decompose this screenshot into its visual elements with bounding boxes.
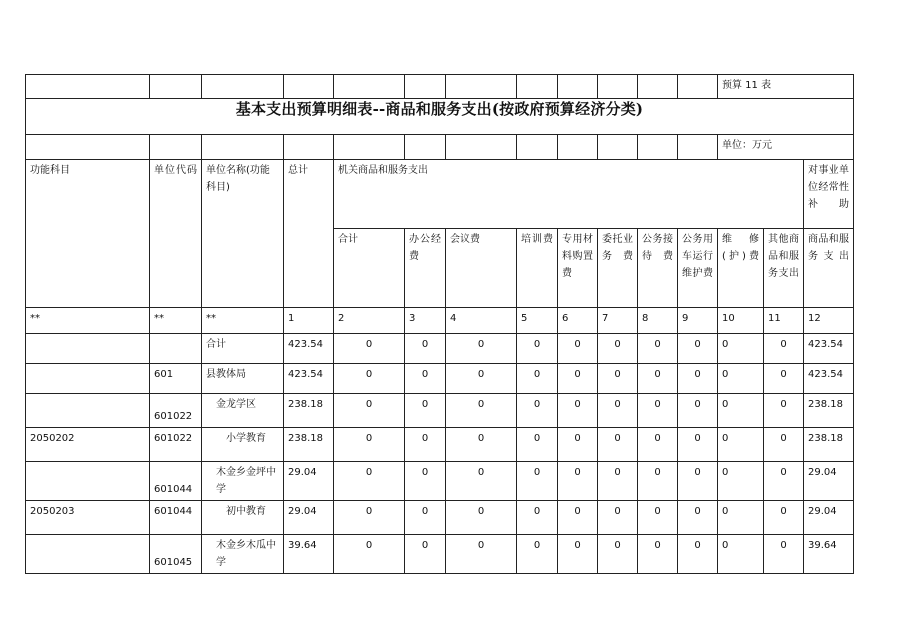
index-row <box>26 308 854 334</box>
cell-value: 0 <box>678 462 718 501</box>
cell-value: 0 <box>764 364 804 394</box>
cell-goods: 423.54 <box>804 334 854 364</box>
cell-value: 0 <box>405 535 446 574</box>
cell-value: 0 <box>405 334 446 364</box>
index-cell: 6 <box>558 308 598 334</box>
cell-name: 木金乡金坪中学 <box>202 462 284 501</box>
cell-name: 木金乡木瓜中学 <box>202 535 284 574</box>
cell-goods: 238.18 <box>804 428 854 462</box>
header-sub: 合计 <box>334 229 405 308</box>
index-cell: 11 <box>764 308 804 334</box>
cell-value: 0 <box>598 462 638 501</box>
header-sub: 会议费 <box>446 229 517 308</box>
cell-value: 0 <box>446 501 517 535</box>
cell-value: 0 <box>405 462 446 501</box>
cell-value: 0 <box>446 535 517 574</box>
cell-func <box>26 364 150 394</box>
cell-value: 0 <box>558 501 598 535</box>
cell-code: 601022 <box>150 394 202 428</box>
unit-row <box>26 135 854 160</box>
header-code: 单位代码 <box>150 160 202 308</box>
header-sub: 培训费 <box>517 229 558 308</box>
cell-value: 0 <box>334 428 405 462</box>
table-row <box>26 428 854 462</box>
cell-value: 0 <box>517 462 558 501</box>
table-row <box>26 364 854 394</box>
index-cell: 2 <box>334 308 405 334</box>
cell-code: 601045 <box>150 535 202 574</box>
cell-name: 初中教育 <box>202 501 284 535</box>
cell-value: 0 <box>718 428 764 462</box>
cell-name: 合计 <box>202 334 284 364</box>
cell-value: 0 <box>638 501 678 535</box>
cell-value: 0 <box>598 535 638 574</box>
cell-total: 238.18 <box>284 428 334 462</box>
cell-value: 0 <box>558 462 598 501</box>
budget-table <box>25 74 854 574</box>
cell-value: 0 <box>764 501 804 535</box>
cell-value: 0 <box>764 535 804 574</box>
header-sub: 其他商品和服务支出 <box>764 229 804 308</box>
header-total: 总计 <box>284 160 334 308</box>
cell-value: 0 <box>678 535 718 574</box>
header-goods: 商品和服务支出 <box>804 229 854 308</box>
cell-func <box>26 334 150 364</box>
cell-value: 0 <box>558 364 598 394</box>
cell-value: 0 <box>638 334 678 364</box>
cell-value: 0 <box>446 428 517 462</box>
cell-value: 0 <box>598 364 638 394</box>
index-cell: ** <box>202 308 284 334</box>
cell-value: 0 <box>517 394 558 428</box>
cell-func: 2050203 <box>26 501 150 535</box>
index-cell: 5 <box>517 308 558 334</box>
cell-value: 0 <box>558 334 598 364</box>
cell-code: 601 <box>150 364 202 394</box>
cell-value: 0 <box>517 501 558 535</box>
cell-value: 0 <box>718 535 764 574</box>
cell-value: 0 <box>405 364 446 394</box>
header-subsidy: 对事业单位经常性补助 <box>804 160 854 229</box>
cell-value: 0 <box>598 501 638 535</box>
cell-total: 238.18 <box>284 394 334 428</box>
cell-value: 0 <box>334 501 405 535</box>
table-row <box>26 334 854 364</box>
index-cell: ** <box>26 308 150 334</box>
index-cell: 12 <box>804 308 854 334</box>
index-cell: 8 <box>638 308 678 334</box>
header-sub: 公务用车运行维护费 <box>678 229 718 308</box>
header-sub: 维修(护)费 <box>718 229 764 308</box>
cell-value: 0 <box>638 462 678 501</box>
cell-value: 0 <box>517 428 558 462</box>
cell-goods: 29.04 <box>804 462 854 501</box>
cell-value: 0 <box>678 394 718 428</box>
cell-func <box>26 462 150 501</box>
cell-func <box>26 535 150 574</box>
cell-code: 601044 <box>150 501 202 535</box>
cell-value: 0 <box>638 535 678 574</box>
cell-value: 0 <box>446 334 517 364</box>
index-cell: 3 <box>405 308 446 334</box>
cell-value: 0 <box>718 394 764 428</box>
cell-value: 0 <box>678 334 718 364</box>
cell-value: 0 <box>638 394 678 428</box>
cell-name: 小学教育 <box>202 428 284 462</box>
cell-value: 0 <box>517 535 558 574</box>
cell-func <box>26 394 150 428</box>
cell-value: 0 <box>334 394 405 428</box>
cell-value: 0 <box>638 364 678 394</box>
header-func: 功能科目 <box>26 160 150 308</box>
cell-value: 0 <box>558 428 598 462</box>
page-title: 基本支出预算明细表--商品和服务支出(按政府预算经济分类) <box>235 100 644 118</box>
cell-value: 0 <box>446 364 517 394</box>
header-group: 机关商品和服务支出 <box>334 160 804 229</box>
cell-value: 0 <box>334 535 405 574</box>
cell-value: 0 <box>678 364 718 394</box>
cell-total: 29.04 <box>284 501 334 535</box>
index-cell: 7 <box>598 308 638 334</box>
cell-total: 423.54 <box>284 334 334 364</box>
index-cell: ** <box>150 308 202 334</box>
cell-value: 0 <box>446 394 517 428</box>
cell-value: 0 <box>405 428 446 462</box>
index-cell: 10 <box>718 308 764 334</box>
table-row <box>26 501 854 535</box>
cell-goods: 423.54 <box>804 364 854 394</box>
header-sub: 办公经费 <box>405 229 446 308</box>
cell-value: 0 <box>558 394 598 428</box>
cell-total: 39.64 <box>284 535 334 574</box>
header-sub: 委托业务费 <box>598 229 638 308</box>
title-row <box>26 99 854 135</box>
cell-value: 0 <box>678 501 718 535</box>
cell-value: 0 <box>517 334 558 364</box>
cell-value: 0 <box>405 501 446 535</box>
cell-value: 0 <box>718 364 764 394</box>
cell-value: 0 <box>764 394 804 428</box>
table-row <box>26 394 854 428</box>
cell-goods: 238.18 <box>804 394 854 428</box>
header-row-1 <box>26 160 854 229</box>
cell-value: 0 <box>718 334 764 364</box>
cell-value: 0 <box>334 364 405 394</box>
cell-value: 0 <box>764 462 804 501</box>
index-cell: 4 <box>446 308 517 334</box>
table-row <box>26 535 854 574</box>
unit-label: 单位：万元 <box>718 135 854 160</box>
cell-total: 423.54 <box>284 364 334 394</box>
cell-value: 0 <box>405 394 446 428</box>
cell-value: 0 <box>718 462 764 501</box>
cell-value: 0 <box>334 334 405 364</box>
cell-value: 0 <box>718 501 764 535</box>
index-cell: 9 <box>678 308 718 334</box>
cell-func: 2050202 <box>26 428 150 462</box>
cell-value: 0 <box>764 334 804 364</box>
cell-code <box>150 334 202 364</box>
cell-code: 601022 <box>150 428 202 462</box>
table-no-row <box>26 75 854 99</box>
header-sub: 专用材料购置费 <box>558 229 598 308</box>
index-cell: 1 <box>284 308 334 334</box>
cell-value: 0 <box>598 394 638 428</box>
table-number: 预算 11 表 <box>718 75 854 99</box>
cell-code: 601044 <box>150 462 202 501</box>
cell-value: 0 <box>678 428 718 462</box>
cell-value: 0 <box>446 462 517 501</box>
cell-value: 0 <box>558 535 598 574</box>
header-sub: 公务接待费 <box>638 229 678 308</box>
cell-name: 金龙学区 <box>202 394 284 428</box>
header-name: 单位名称(功能科目) <box>202 160 284 308</box>
cell-value: 0 <box>334 462 405 501</box>
cell-value: 0 <box>517 364 558 394</box>
cell-value: 0 <box>638 428 678 462</box>
cell-value: 0 <box>598 428 638 462</box>
table-row <box>26 462 854 501</box>
cell-total: 29.04 <box>284 462 334 501</box>
cell-value: 0 <box>764 428 804 462</box>
cell-goods: 29.04 <box>804 501 854 535</box>
cell-value: 0 <box>598 334 638 364</box>
cell-name: 县教体局 <box>202 364 284 394</box>
cell-goods: 39.64 <box>804 535 854 574</box>
